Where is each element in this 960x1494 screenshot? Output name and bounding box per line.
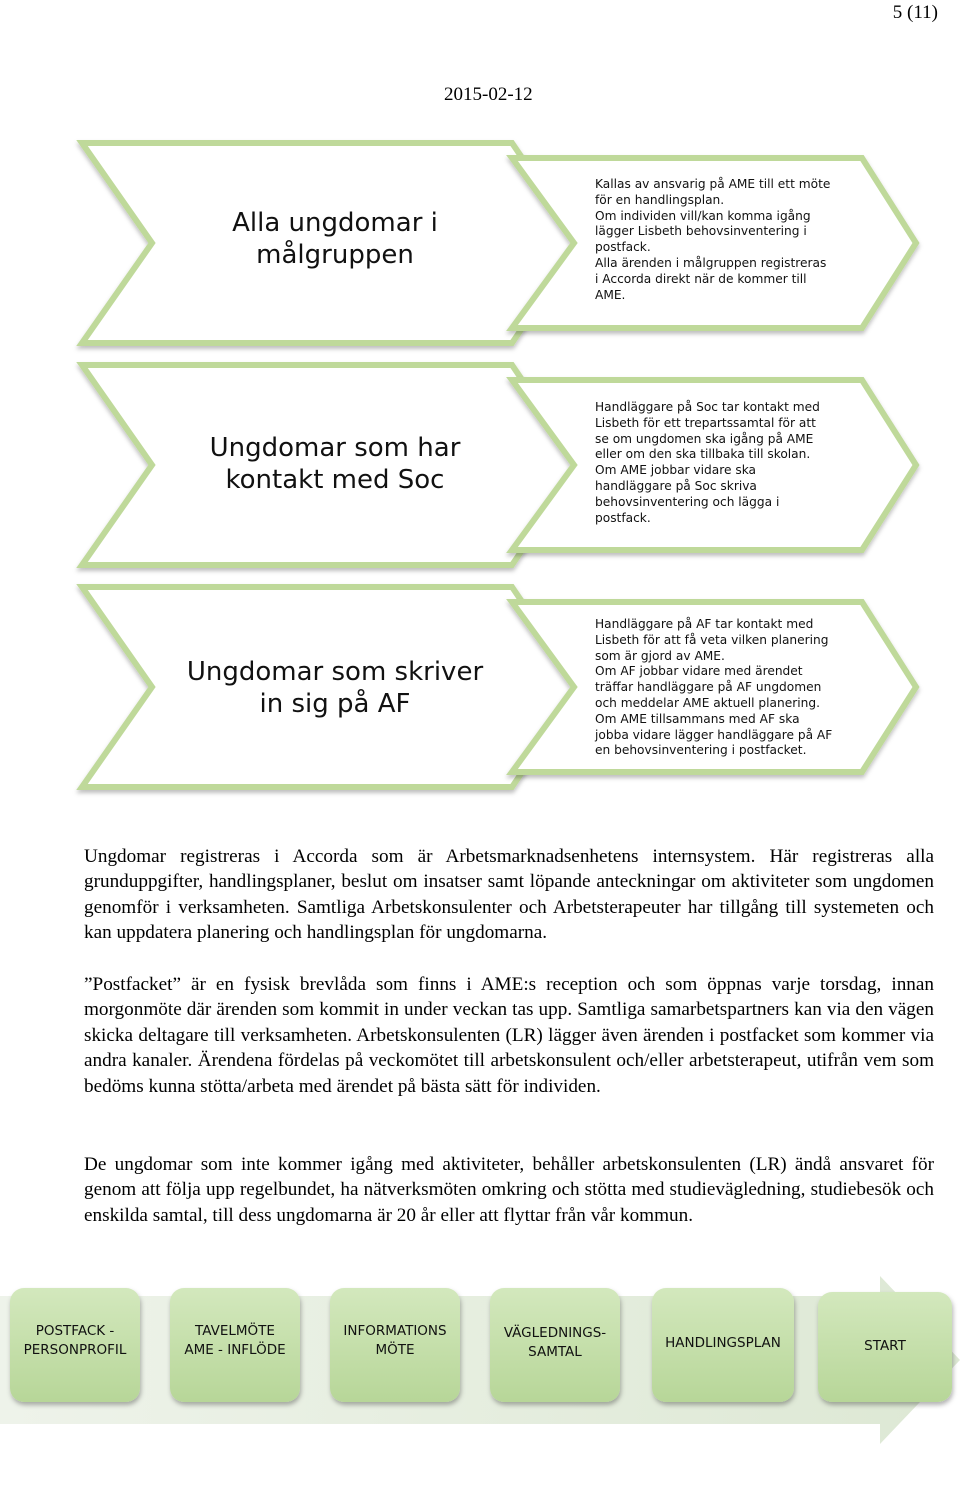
flow-row-3-title: Ungdomar som skriver in sig på AF bbox=[186, 657, 484, 719]
paragraph-ungdomar: De ungdomar som inte kommer igång med aktiviteter, behåller arbetskonsulenten (LR) ändå ansvaret för genom att följa upp regelbundet, ha nätverksmöten omkring och stötta med studievägledning, studiebesök och enskilda samtal, till dess ungdomarna är 20 år eller att flyttar från vår kommun. bbox=[84, 1154, 934, 1226]
process-step-6-label: START bbox=[864, 1338, 906, 1354]
flow-row-1-text: Kallas av ansvarig på AME till ett möte för en handlingsplan. Om individen vill/kan komma igång lägger Lisbeth behovsinventering i postfack. Alla ärenden i målgruppen registreras i Accorda direkt när de kommer till AME. bbox=[595, 177, 831, 302]
document-date: 2015-02-12 bbox=[444, 84, 533, 105]
flow-row-1-title: Alla ungdomar i målgruppen bbox=[232, 208, 438, 270]
paragraph-postfacket: ”Postfacket” är en fysisk brevlåda som finns i AME:s reception och som öppnas varje torsdag, innan morgonmöte där ärenden som kommit in under veckan tas upp. Samtliga samarbetspartners kan via den vägen skicka deltagare till verksamheten. Arbetskonsulenten (LR) lägger även ärenden i postfacket som kommer via andra kanaler. Ärendena fördelas på veckomötet till arbetskonsulent och/eller arbetsterapeut, utifrån vem som bedöms kunna stötta/arbeta med ärendet på bästa sätt för individen. bbox=[84, 974, 934, 1097]
flow-row-2-text: Handläggare på Soc tar kontakt med Lisbeth för ett trepartssamtal för att se om ungdomen ska igång på AME eller om den ska tillbaka till skolan. Om AME jobbar vidare ska handläggare på Soc skriva behovsinventering och lägga i postfack. bbox=[595, 400, 820, 525]
flow-row-3-text: Handläggare på AF tar kontakt med Lisbeth för att få veta vilken planering som är gjord av AME. Om AF jobbar vidare med ärendet träffar handläggare på AF ungdomen och meddelar AME aktuell planering. Om AME tillsammans med AF ska jobba vidare lägger handläggare på AF en behovsinventering i postfacket. bbox=[595, 617, 833, 758]
paragraph-accorda: Ungdomar registreras i Accorda som är Arbetsmarknadsenhetens internsystem. Här registreras alla grunduppgifter, handlingsplaner, beslut om insatser samt löpande anteckningar om aktiviteter som ungdomen genomför i verksamheten. Samtliga Arbetskonsulenter och Arbetsterapeuter har tillgång till systemeten och kan uppdatera planering och handlingsplan för ungdomarna. bbox=[84, 846, 934, 944]
flow-row-2-title: Ungdomar som har kontakt med Soc bbox=[209, 433, 461, 495]
process-step-5-label: HANDLINGSPLAN bbox=[665, 1335, 781, 1351]
process-step-2-label: TAVELMÖTE AME - INFLÖDE bbox=[184, 1323, 286, 1358]
process-step-4-label: VÄGLEDNINGS- SAMTAL bbox=[503, 1325, 607, 1360]
process-step-1-label: POSTFACK - PERSONPROFIL bbox=[23, 1323, 127, 1358]
process-background-arrow bbox=[0, 1276, 960, 1444]
process-step-3-label: INFORMATIONS MÖTE bbox=[343, 1323, 447, 1358]
page-number: 5 (11) bbox=[892, 2, 938, 23]
